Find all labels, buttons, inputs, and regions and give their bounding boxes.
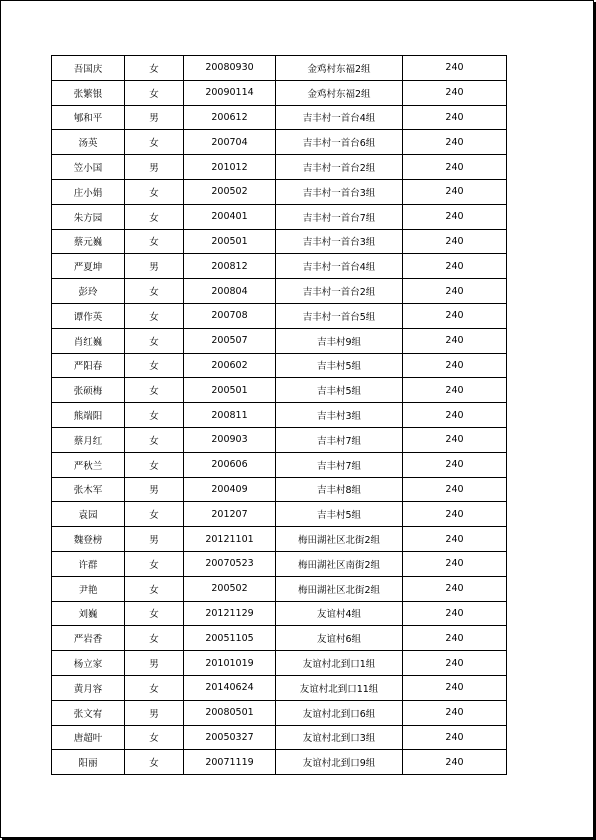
date-cell: 200804	[184, 279, 276, 304]
address-cell: 吉丰村8组	[276, 477, 403, 502]
name-cell: 谭作英	[52, 303, 125, 328]
gender-cell: 女	[125, 675, 184, 700]
table-row	[52, 130, 507, 155]
table-row	[52, 279, 507, 304]
address-cell: 友谊村北到口1组	[276, 651, 403, 676]
date-cell: 20080930	[184, 56, 276, 81]
gender-cell: 男	[125, 651, 184, 676]
gender-cell: 男	[125, 254, 184, 279]
table-row	[52, 353, 507, 378]
amount-cell: 240	[403, 452, 507, 477]
gender-cell: 女	[125, 378, 184, 403]
gender-cell: 男	[125, 155, 184, 180]
name-cell: 尹艳	[52, 576, 125, 601]
address-cell: 吉丰村一首台5组	[276, 303, 403, 328]
table-row	[52, 576, 507, 601]
name-cell: 严岩香	[52, 626, 125, 651]
gender-cell: 女	[125, 601, 184, 626]
address-cell: 吉丰村5组	[276, 378, 403, 403]
gender-cell: 女	[125, 502, 184, 527]
table-row	[52, 80, 507, 105]
name-cell: 严阳春	[52, 353, 125, 378]
amount-cell: 240	[403, 626, 507, 651]
table-body	[52, 56, 507, 775]
amount-cell: 240	[403, 651, 507, 676]
address-cell: 吉丰村一首台2组	[276, 279, 403, 304]
name-cell: 袁园	[52, 502, 125, 527]
gender-cell: 女	[125, 303, 184, 328]
date-cell: 20050327	[184, 725, 276, 750]
name-cell: 魏登榜	[52, 527, 125, 552]
table-row	[52, 204, 507, 229]
address-cell: 友谊村北到口9组	[276, 750, 403, 775]
gender-cell: 女	[125, 551, 184, 576]
gender-cell: 女	[125, 626, 184, 651]
data-table	[51, 55, 507, 775]
address-cell: 金鸡村东福2组	[276, 56, 403, 81]
date-cell: 201207	[184, 502, 276, 527]
gender-cell: 男	[125, 700, 184, 725]
amount-cell: 240	[403, 130, 507, 155]
address-cell: 友谊村北到口11组	[276, 675, 403, 700]
date-cell: 200903	[184, 427, 276, 452]
table-row	[52, 328, 507, 353]
amount-cell: 240	[403, 477, 507, 502]
name-cell: 笠小国	[52, 155, 125, 180]
address-cell: 吉丰村一首台3组	[276, 229, 403, 254]
amount-cell: 240	[403, 303, 507, 328]
address-cell: 吉丰村7组	[276, 427, 403, 452]
address-cell: 吉丰村5组	[276, 502, 403, 527]
date-cell: 200502	[184, 179, 276, 204]
table-row	[52, 254, 507, 279]
date-cell: 200811	[184, 403, 276, 428]
name-cell: 朱方园	[52, 204, 125, 229]
address-cell: 金鸡村东福2组	[276, 80, 403, 105]
gender-cell: 男	[125, 527, 184, 552]
table-row	[52, 601, 507, 626]
amount-cell: 240	[403, 254, 507, 279]
date-cell: 200507	[184, 328, 276, 353]
table-row	[52, 725, 507, 750]
name-cell: 张木军	[52, 477, 125, 502]
date-cell: 20051105	[184, 626, 276, 651]
table-row	[52, 378, 507, 403]
name-cell: 肖红巍	[52, 328, 125, 353]
address-cell: 梅田湖社区北街2组	[276, 527, 403, 552]
date-cell: 200708	[184, 303, 276, 328]
address-cell: 梅田湖社区北街2组	[276, 576, 403, 601]
amount-cell: 240	[403, 279, 507, 304]
address-cell: 友谊村6组	[276, 626, 403, 651]
date-cell: 200704	[184, 130, 276, 155]
amount-cell: 240	[403, 56, 507, 81]
address-cell: 友谊村北到口6组	[276, 700, 403, 725]
gender-cell: 女	[125, 403, 184, 428]
table-row	[52, 527, 507, 552]
gender-cell: 女	[125, 353, 184, 378]
amount-cell: 240	[403, 378, 507, 403]
name-cell: 许群	[52, 551, 125, 576]
name-cell: 熊端阳	[52, 403, 125, 428]
table-row	[52, 675, 507, 700]
amount-cell: 240	[403, 700, 507, 725]
amount-cell: 240	[403, 155, 507, 180]
amount-cell: 240	[403, 229, 507, 254]
date-cell: 200501	[184, 229, 276, 254]
name-cell: 吾国庆	[52, 56, 125, 81]
amount-cell: 240	[403, 353, 507, 378]
date-cell: 200501	[184, 378, 276, 403]
name-cell: 严秋兰	[52, 452, 125, 477]
address-cell: 吉丰村一首台4组	[276, 105, 403, 130]
address-cell: 友谊村4组	[276, 601, 403, 626]
table-row	[52, 452, 507, 477]
date-cell: 20090114	[184, 80, 276, 105]
gender-cell: 女	[125, 80, 184, 105]
date-cell: 20070523	[184, 551, 276, 576]
amount-cell: 240	[403, 403, 507, 428]
address-cell: 吉丰村9组	[276, 328, 403, 353]
gender-cell: 男	[125, 477, 184, 502]
table-row	[52, 403, 507, 428]
address-cell: 吉丰村一首台7组	[276, 204, 403, 229]
name-cell: 唐超叶	[52, 725, 125, 750]
gender-cell: 女	[125, 279, 184, 304]
date-cell: 200812	[184, 254, 276, 279]
amount-cell: 240	[403, 105, 507, 130]
amount-cell: 240	[403, 204, 507, 229]
date-cell: 200502	[184, 576, 276, 601]
amount-cell: 240	[403, 527, 507, 552]
date-cell: 20121101	[184, 527, 276, 552]
name-cell: 郇和平	[52, 105, 125, 130]
gender-cell: 女	[125, 130, 184, 155]
amount-cell: 240	[403, 80, 507, 105]
gender-cell: 男	[125, 105, 184, 130]
address-cell: 吉丰村一首台3组	[276, 179, 403, 204]
name-cell: 张繁银	[52, 80, 125, 105]
address-cell: 梅田湖社区南街2组	[276, 551, 403, 576]
amount-cell: 240	[403, 502, 507, 527]
amount-cell: 240	[403, 328, 507, 353]
table-row	[52, 155, 507, 180]
amount-cell: 240	[403, 427, 507, 452]
address-cell: 友谊村北到口3组	[276, 725, 403, 750]
table-row	[52, 700, 507, 725]
table-row	[52, 105, 507, 130]
date-cell: 20071119	[184, 750, 276, 775]
name-cell: 彭玲	[52, 279, 125, 304]
table-row	[52, 651, 507, 676]
date-cell: 20121129	[184, 601, 276, 626]
name-cell: 汤英	[52, 130, 125, 155]
gender-cell: 女	[125, 229, 184, 254]
amount-cell: 240	[403, 576, 507, 601]
name-cell: 严夏坤	[52, 254, 125, 279]
amount-cell: 240	[403, 179, 507, 204]
date-cell: 200602	[184, 353, 276, 378]
address-cell: 吉丰村一首台4组	[276, 254, 403, 279]
name-cell: 张文宥	[52, 700, 125, 725]
gender-cell: 女	[125, 204, 184, 229]
date-cell: 201012	[184, 155, 276, 180]
table-row	[52, 303, 507, 328]
amount-cell: 240	[403, 551, 507, 576]
table-row	[52, 477, 507, 502]
address-cell: 吉丰村5组	[276, 353, 403, 378]
gender-cell: 女	[125, 725, 184, 750]
table-row	[52, 179, 507, 204]
amount-cell: 240	[403, 750, 507, 775]
date-cell: 20140624	[184, 675, 276, 700]
address-cell: 吉丰村3组	[276, 403, 403, 428]
name-cell: 庄小娟	[52, 179, 125, 204]
name-cell: 蔡元巍	[52, 229, 125, 254]
amount-cell: 240	[403, 725, 507, 750]
amount-cell: 240	[403, 675, 507, 700]
address-cell: 吉丰村一首台2组	[276, 155, 403, 180]
date-cell: 20101019	[184, 651, 276, 676]
date-cell: 200612	[184, 105, 276, 130]
address-cell: 吉丰村一首台6组	[276, 130, 403, 155]
table-row	[52, 750, 507, 775]
table-row	[52, 229, 507, 254]
name-cell: 杨立家	[52, 651, 125, 676]
table-row	[52, 502, 507, 527]
table-row	[52, 551, 507, 576]
date-cell: 200409	[184, 477, 276, 502]
name-cell: 刘巍	[52, 601, 125, 626]
gender-cell: 女	[125, 452, 184, 477]
date-cell: 200606	[184, 452, 276, 477]
table-row	[52, 56, 507, 81]
amount-cell: 240	[403, 601, 507, 626]
name-cell: 蔡月红	[52, 427, 125, 452]
gender-cell: 女	[125, 427, 184, 452]
address-cell: 吉丰村7组	[276, 452, 403, 477]
gender-cell: 女	[125, 750, 184, 775]
name-cell: 阳丽	[52, 750, 125, 775]
table-row	[52, 626, 507, 651]
gender-cell: 女	[125, 576, 184, 601]
gender-cell: 女	[125, 328, 184, 353]
table-row	[52, 427, 507, 452]
date-cell: 20080501	[184, 700, 276, 725]
name-cell: 黄月容	[52, 675, 125, 700]
gender-cell: 女	[125, 56, 184, 81]
date-cell: 200401	[184, 204, 276, 229]
gender-cell: 女	[125, 179, 184, 204]
name-cell: 张硕梅	[52, 378, 125, 403]
